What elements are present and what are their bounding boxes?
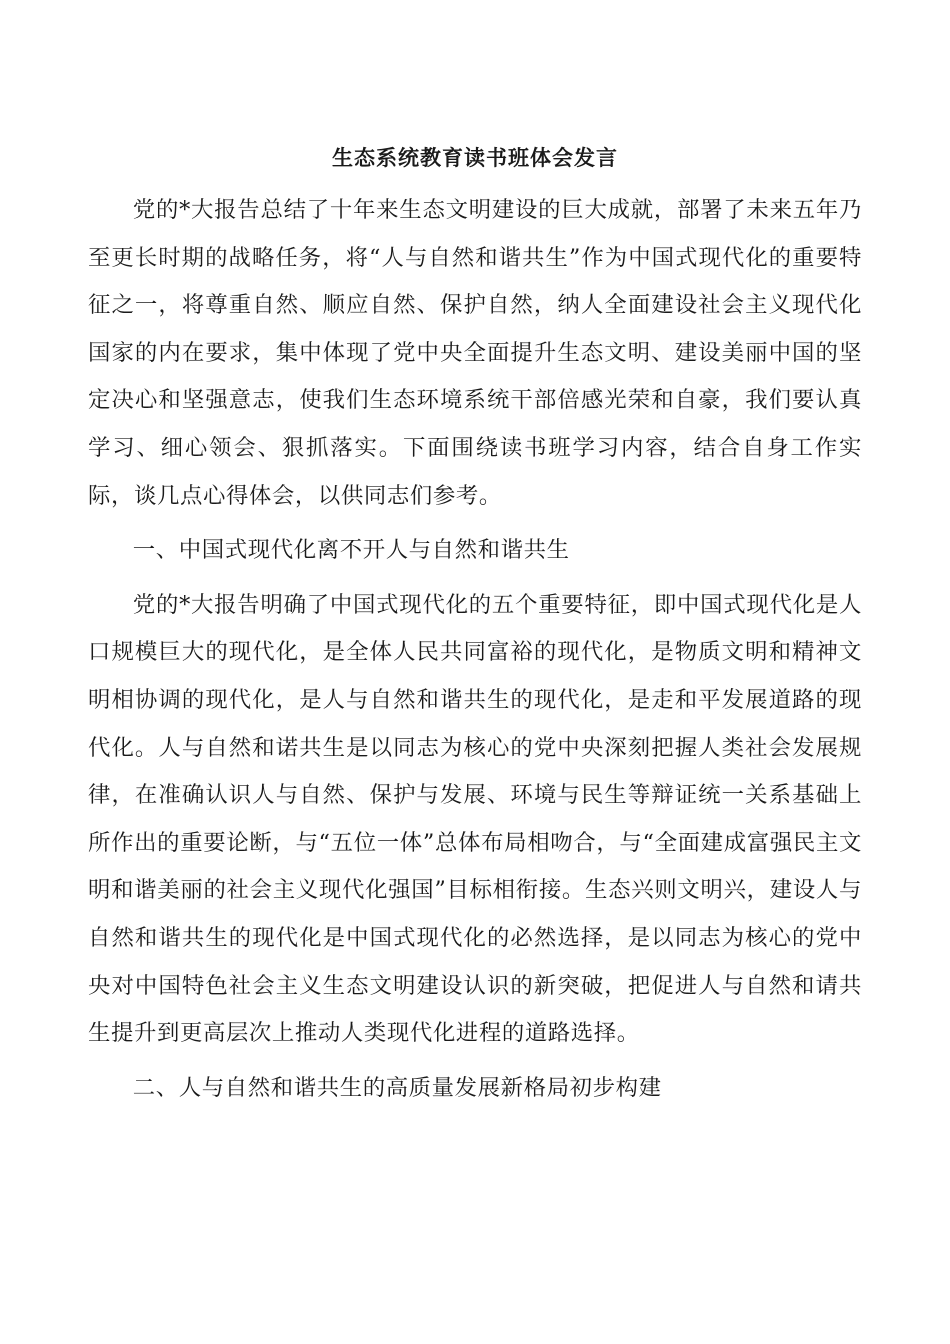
- section-heading-1: 一、中国式现代化离不开人与自然和谐共生: [132, 537, 570, 564]
- document-title: 生态系统教育读书班体会发言: [332, 145, 618, 170]
- section-heading-2: 二、人与自然和谐共生的高质量发展新格局初步构建: [132, 1074, 662, 1101]
- document-body: [88, 187, 862, 1112]
- paragraph-section-1: 党的*大报告明确了中国式现代化的五个重要特征，即中国式现代化是人口规模巨大的现代化，是全体人民共同富裕的现代化，是物质文明和精神文明相协调的现代化，是人与自然和谐共生的现代化，是走和平发展道路的现代化。人与自然和诺共生是以同志为核心的党中央深刻把握人类社会发展规律，在准确认识人与自然、保护与发展、环境与民生等辩证统一关系基础上所作出的重要论断，与“五位一体”总体布局相吻合，与“全面建成富强民主文明和谐美丽的社会主义现代化强国”目标相衔接。生态兴则文明兴，建设人与自然和谐共生的现代化是中国式现代化的必然选择，是以同志为核心的党中央对中国特色社会主义生态文明建设认识的新突破，把促进人与自然和请共生提升到更高层次上推动人类现代化进程的道路选择。: [88, 591, 862, 1047]
- paragraph-intro: 党的*大报告总结了十年来生态文明建设的巨大成就，部署了未来五年乃至更长时期的战略任务，将“人与自然和谐共生”作为中国式现代化的重要特征之一，将尊重自然、顺应自然、保护自然，纳人全面建设社会主义现代化国家的内在要求，集中体现了党中央全面提升生态文明、建设美丽中国的坚定决心和坚强意志，使我们生态环境系统干部倍感光荣和自豪，我们要认真学习、细心领会、狠抓落实。下面围绕读书班学习内容，结合自身工作实际，谈几点心得体会，以供同志们参考。: [88, 197, 862, 509]
